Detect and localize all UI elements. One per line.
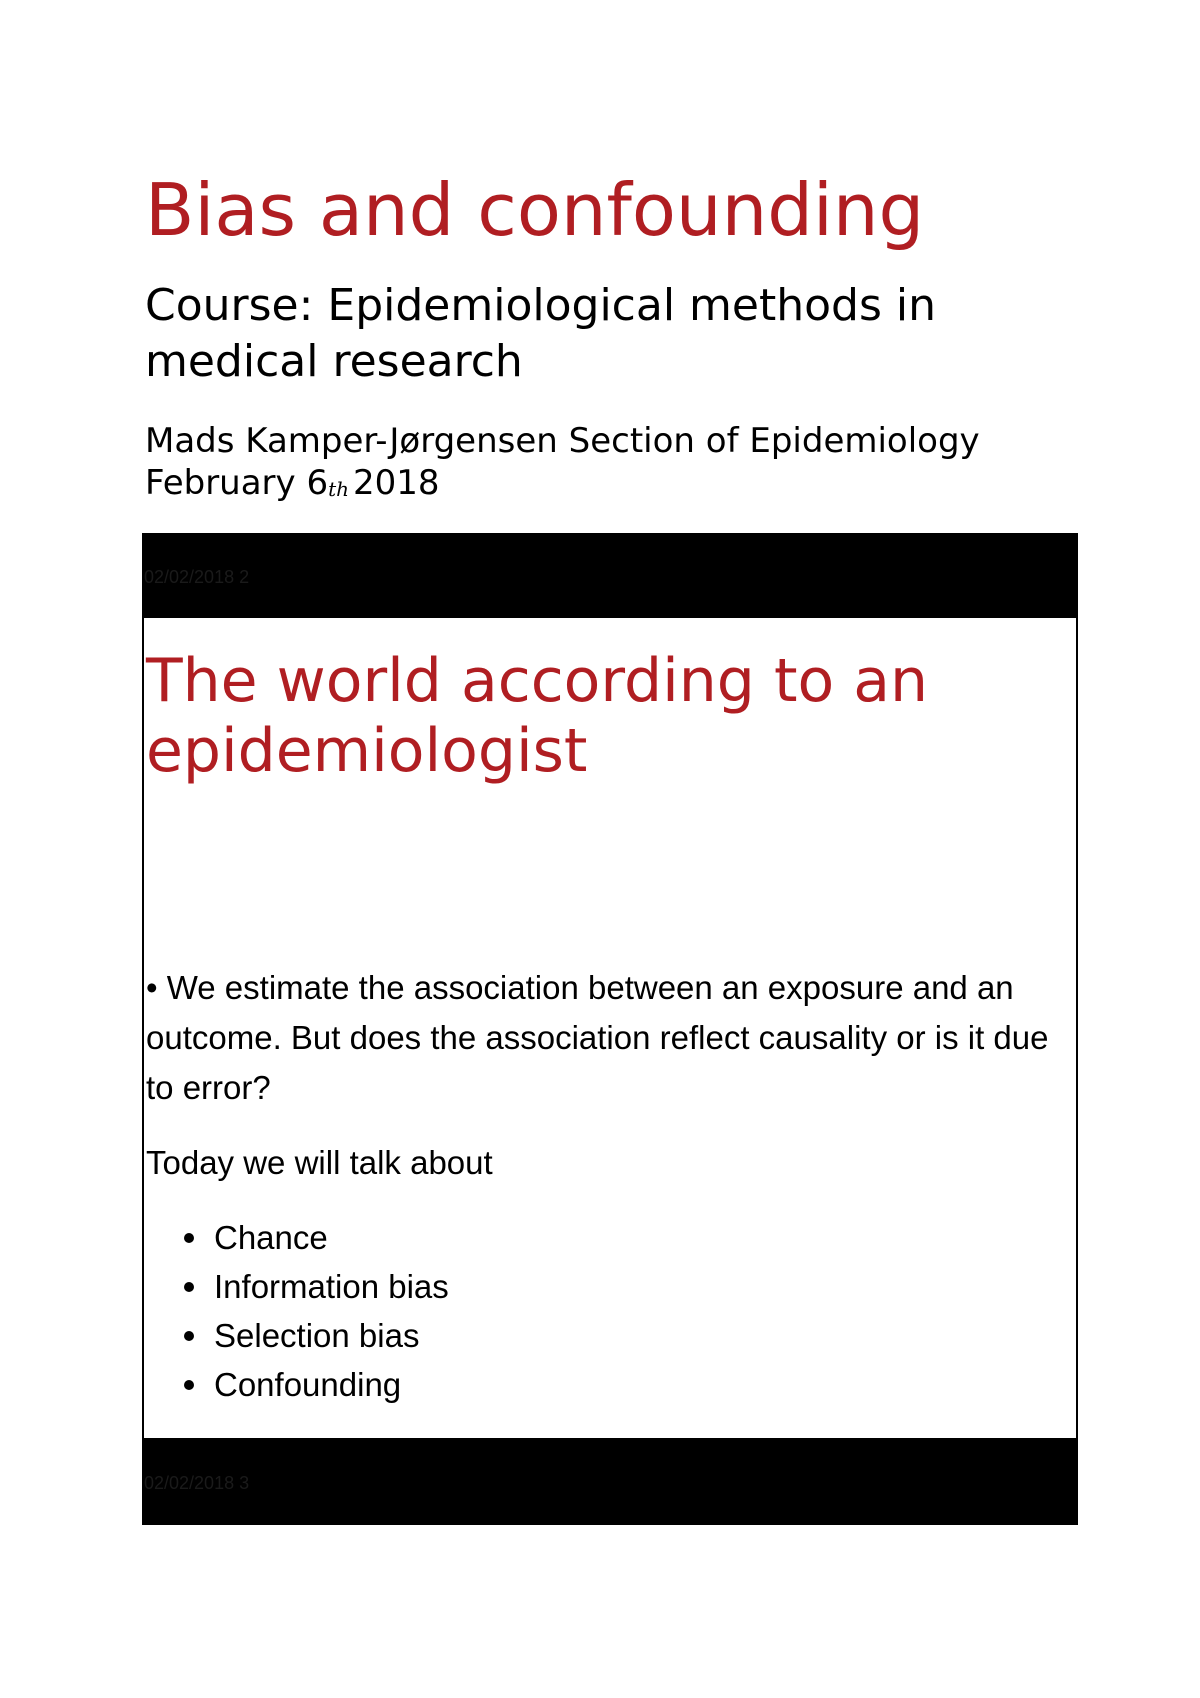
date-year: 2018 bbox=[353, 463, 440, 503]
date-prefix: February 6 bbox=[145, 463, 329, 503]
date-suffix: th bbox=[328, 477, 350, 501]
slide-top-date: 02/02/2018 2 bbox=[144, 567, 250, 587]
slide-paragraph: • We estimate the association between an exposure and an outcome. But does the association reflect causality or is it due to error? bbox=[146, 969, 1049, 1106]
course-subtitle: Course: Epidemiological methods in medical research bbox=[145, 280, 936, 387]
slide-title: The world according to an epidemiologist bbox=[146, 646, 929, 786]
topic-list bbox=[144, 1213, 449, 1409]
date-line bbox=[145, 462, 1095, 510]
slide-bottom-date: 02/02/2018 3 bbox=[144, 1473, 250, 1493]
slide-frame bbox=[142, 533, 1078, 1525]
author-line: Mads Kamper-Jørgensen Section of Epidemiology bbox=[145, 421, 980, 461]
author-block bbox=[145, 420, 1095, 510]
list-item: Selection bias bbox=[214, 1311, 449, 1360]
list-item: Chance bbox=[214, 1213, 449, 1262]
list-item: Confounding bbox=[214, 1360, 449, 1409]
document-title: Bias and confounding bbox=[145, 168, 925, 252]
slide-body bbox=[144, 618, 1076, 1438]
slide-intro: Today we will talk about bbox=[146, 1144, 493, 1181]
list-item: Information bias bbox=[214, 1262, 449, 1311]
